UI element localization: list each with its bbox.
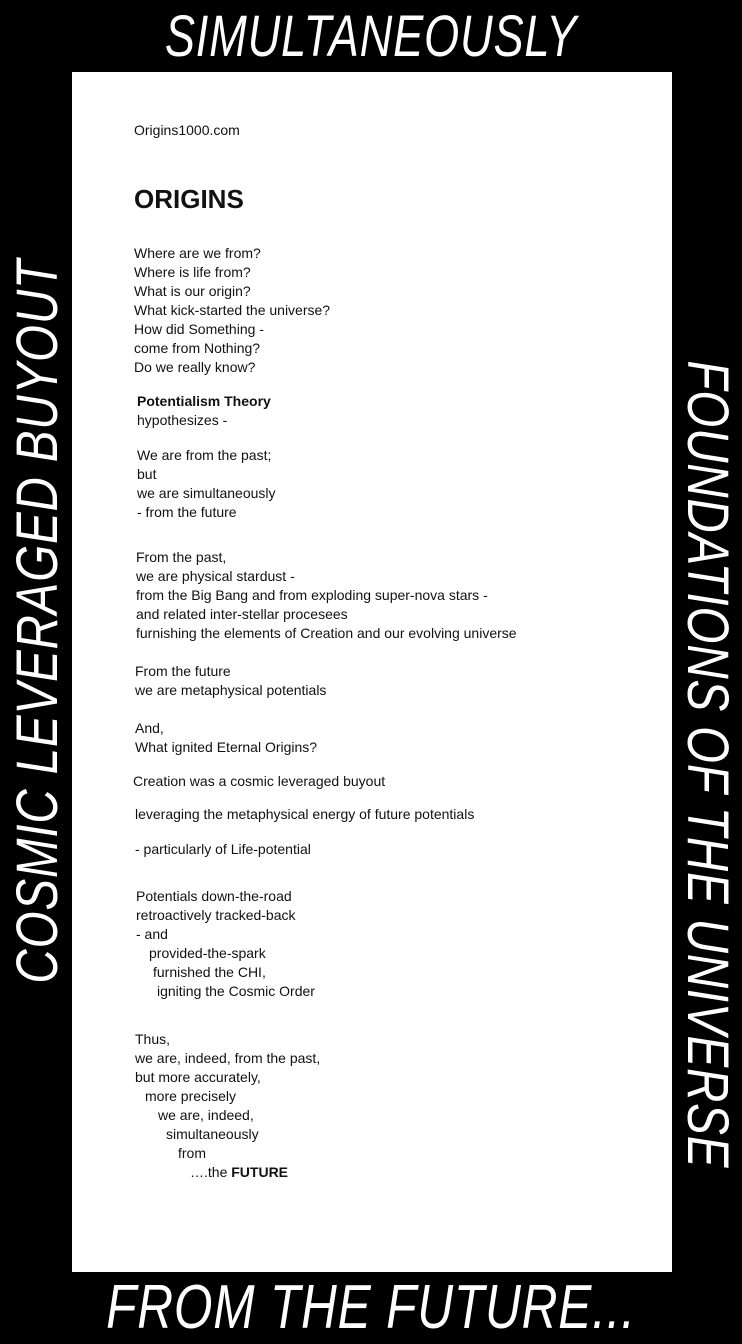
future-line: From the future [135, 663, 231, 679]
left-banner-text: COSMIC LEVERAGED BUYOUT [5, 259, 70, 984]
question-line: come from Nothing? [134, 340, 261, 356]
ignite-line: And, [135, 720, 164, 736]
question-line: What kick-started the universe? [134, 302, 331, 318]
past-line: from the Big Bang and from exploding super-nova stars - [136, 587, 488, 603]
question-line: What is our origin? [134, 283, 251, 299]
potentials-line: retroactively tracked-back [136, 907, 296, 923]
potentials-line: furnished the CHI, [153, 964, 266, 980]
document-panel [72, 72, 672, 1272]
site-name: Origins1000.com [134, 122, 240, 138]
question-line: Where are we from? [134, 245, 261, 261]
potentials-line: Potentials down-the-road [136, 888, 292, 904]
thus-line: Thus, [135, 1031, 171, 1047]
final-line [190, 1163, 288, 1182]
question-line: How did Something - [134, 321, 264, 337]
past-line: and related inter-stellar procesees [136, 606, 348, 622]
potentials-line: provided-the-spark [149, 945, 266, 961]
buyout-line: leveraging the metaphysical energy of future potentials [135, 806, 475, 822]
potentials-line: - and [136, 926, 168, 942]
right-banner-text: FOUNDATIONS OF THE UNIVERSE [675, 360, 740, 1169]
future-line: we are metaphysical potentials [135, 682, 327, 698]
top-banner-text: SIMULTANEOUSLY [164, 4, 578, 69]
final-emphasis: FUTURE [231, 1164, 289, 1180]
claim-line: we are simultaneously [137, 485, 276, 501]
thus-line: we are, indeed, from the past, [135, 1050, 321, 1066]
potentials-line: igniting the Cosmic Order [157, 983, 315, 999]
past-line: From the past, [136, 549, 227, 565]
ignite-line: What ignited Eternal Origins? [135, 739, 318, 755]
thus-line: more precisely [145, 1088, 237, 1104]
theory-name: Potentialism Theory [137, 393, 271, 409]
claim-line: We are from the past; [137, 447, 272, 463]
question-line: Where is life from? [134, 264, 251, 280]
past-line: furnishing the elements of Creation and our evolving universe [136, 625, 517, 641]
claim-line: - from the future [137, 504, 237, 520]
past-line: we are physical stardust - [136, 568, 295, 584]
claim-line: but [137, 466, 157, 482]
buyout-line: Creation was a cosmic leveraged buyout [133, 773, 386, 789]
page-title: ORIGINS [134, 184, 244, 214]
thus-line: but more accurately, [135, 1069, 261, 1085]
thus-line: we are, indeed, [158, 1107, 254, 1123]
bottom-banner-text: FROM THE FUTURE... [106, 1273, 636, 1342]
buyout-line: - particularly of Life-potential [135, 841, 311, 857]
final-prefix: ….the [190, 1164, 232, 1180]
theory-verb: hypothesizes - [137, 412, 228, 428]
thus-line: from [178, 1145, 206, 1161]
thus-line: simultaneously [166, 1126, 259, 1142]
question-line: Do we really know? [134, 359, 256, 375]
